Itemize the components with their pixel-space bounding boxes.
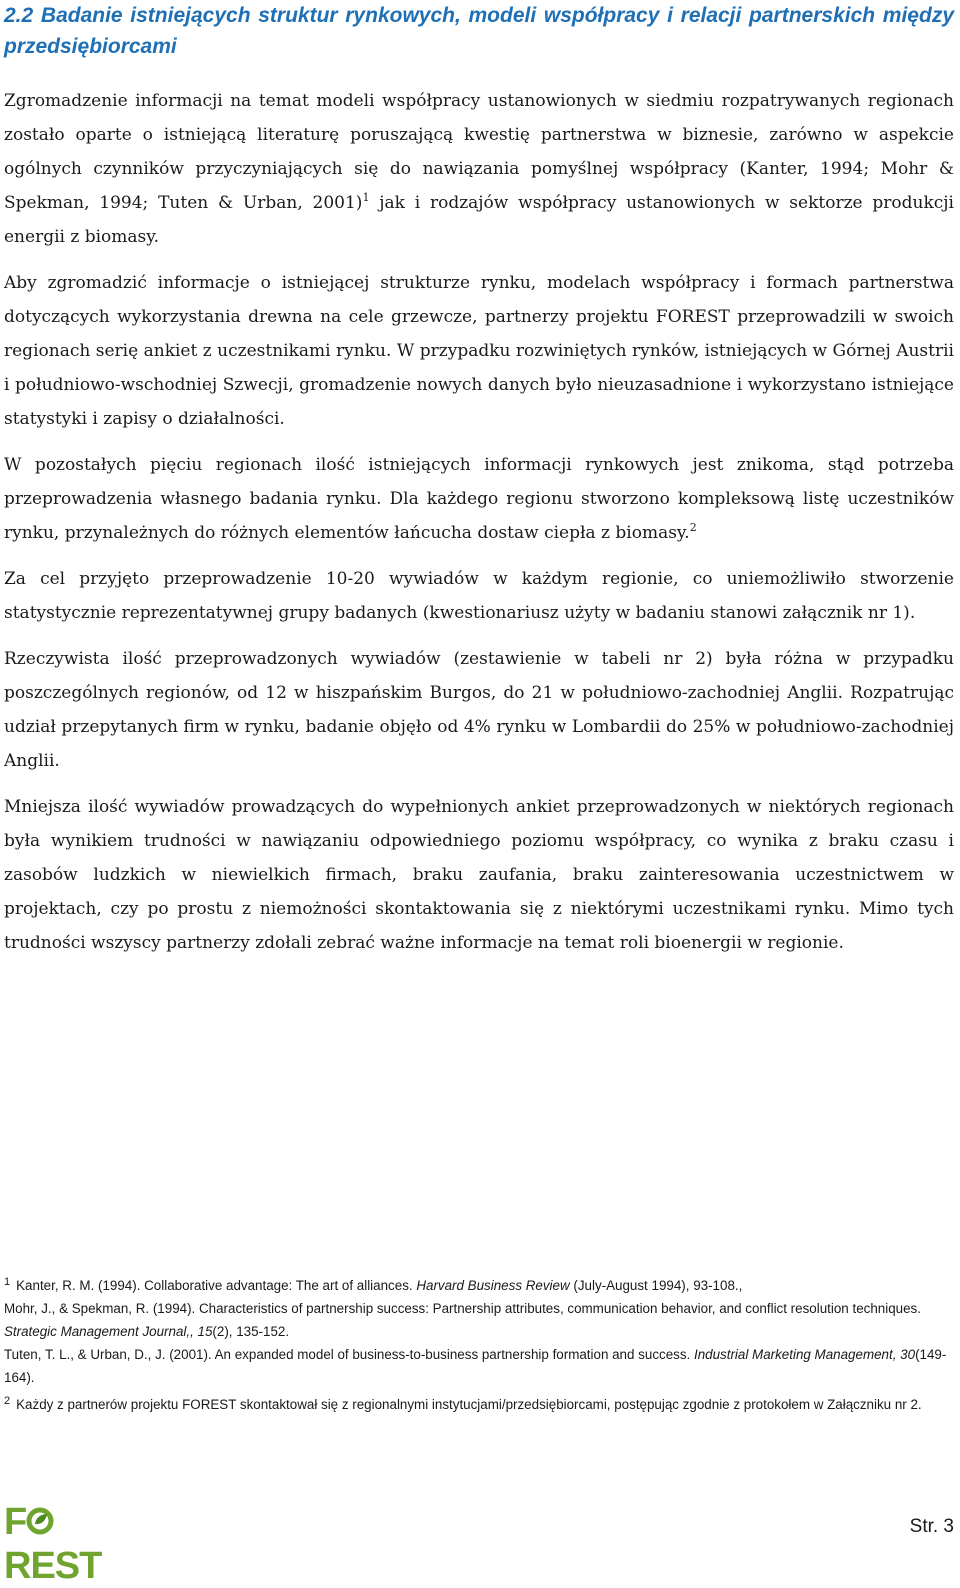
footnote-1-marker: 1 [4, 1276, 11, 1288]
footnote-mohr-pages: (2), 135-152. [212, 1324, 290, 1339]
footnote-tuten: Tuten, T. L., & Urban, D., J. (2001). An expanded model of business-to-business partnership formation and success. [4, 1347, 694, 1362]
paragraph-1-text-end: jak i rodzajów współpracy ustanowionych w sektorze produkcji energii z biomasy. [4, 193, 954, 247]
footnote-mohr: Mohr, J., & Spekman, R. (1994). Characteristics of partnership success: Partnership attributes, communication behavior, and conflict resolution techniques. [4, 1301, 921, 1316]
footnote-kanter-pages: (July-August 1994), 93-108., [569, 1278, 743, 1293]
logo-letter-f: F [4, 1501, 27, 1543]
footnote-mohr-journal: Strategic Management Journal,, 15 [4, 1324, 213, 1339]
footnote-ref-2: 2 [689, 521, 697, 534]
page-number: Str. 3 [909, 1516, 954, 1537]
footnote-kanter-journal: Harvard Business Review [416, 1278, 570, 1293]
footnote-tuten-journal: Industrial Marketing Management, 30 [693, 1347, 916, 1362]
footnote-2 [4, 1393, 954, 1416]
footnote-1 [4, 1274, 954, 1389]
footnotes [4, 1274, 954, 1416]
section-heading [4, 0, 954, 62]
body-text [4, 84, 954, 972]
paragraph-3-text: W pozostałych pięciu regionach ilość istniejących informacji rynkowych jest znikoma, stąd potrzeba przeprowadzenia własnego badania rynku. Dla każdego regionu stworzono kompleksową listę uczestników rynku, przynależnych do różnych elementów łańcucha dostaw ciepła z biomasy. [4, 455, 954, 543]
footnote-2-text: Każdy z partnerów projektu FOREST skontaktował się z regionalnymi instytucjami/przedsiębiorcami, postępując zgodnie z protokołem w Załączniku nr 2. [16, 1397, 922, 1412]
logo-letters-rest: REST [4, 1545, 102, 1587]
paragraph-1 [4, 84, 954, 254]
section-title-text: Badanie istniejących struktur rynkowych, modeli współpracy i relacji partnerskich między przedsiębiorcami [4, 4, 954, 58]
footnote-tuten-pages: (149-164). [4, 1347, 947, 1385]
paragraph-6: Mniejsza ilość wywiadów prowadzących do wypełnionych ankiet przeprowadzonych w niektórych regionach była wynikiem trudności w nawiązaniu odpowiedniego poziomu współpracy, co wynika z braku czasu i zasobów ludzkich w niewielkich firmach, braku zaufania, braku zainteresowania uczestnictwem w projektach, czy po prostu z niemożności skontaktowania się z niektórymi uczestnikami rynku. Mimo tych trudności wszyscy partnerzy zdołali zebrać ważne informacje na temat roli bioenergii w regionie. [4, 797, 954, 953]
forest-logo [4, 1500, 144, 1587]
leaf-o-icon [26, 1507, 54, 1535]
footnote-2-marker: 2 [4, 1395, 11, 1407]
footnote-kanter: Kanter, R. M. (1994). Collaborative advantage: The art of alliances. [16, 1278, 417, 1293]
paragraph-1-text: Zgromadzenie informacji na temat modeli współpracy ustanowionych w siedmiu rozpatrywanych regionach zostało oparte o istniejącą literaturę poruszającą kwestię partnerstwa w biznesie, zarówno w aspekcie ogólnych czynników przyczyniających się do nawiązania pomyślnej współpracy (Kanter, 1994; Mohr & Spekman, 1994; Tuten & Urban, 2001) [4, 91, 954, 213]
section-number: 2.2 [4, 4, 34, 27]
paragraph-5: Rzeczywista ilość przeprowadzonych wywiadów (zestawienie w tabeli nr 2) była różna w przypadku poszczególnych regionów, od 12 w hiszpańskim Burgos, do 21 w południowo-zachodniej Anglii. Rozpatrując udział przepytanych firm w rynku, badanie objęło od 4% rynku w Lombardii do 25% w południowo-zachodniej Anglii. [4, 649, 954, 771]
paragraph-4: Za cel przyjęto przeprowadzenie 10-20 wywiadów w każdym regionie, co uniemożliwiło stworzenie statystycznie reprezentatywnej grupy badanych (kwestionariusz użyty w badaniu stanowi załącznik nr 1). [4, 569, 954, 623]
paragraph-2: Aby zgromadzić informacje o istniejącej strukturze rynku, modelach współpracy i formach partnerstwa dotyczących wykorzystania drewna na cele grzewcze, partnerzy projektu FOREST przeprowadzili w swoich regionach serię ankiet z uczestnikami rynku. W przypadku rozwiniętych rynków, istniejących w Górnej Austrii i południowo-wschodniej Szwecji, gromadzenie nowych danych było nieuzasadnione i wykorzystano istniejące statystyki i zapisy o działalności. [4, 273, 954, 429]
footnote-ref-1: 1 [362, 191, 370, 204]
paragraph-3 [4, 448, 954, 550]
